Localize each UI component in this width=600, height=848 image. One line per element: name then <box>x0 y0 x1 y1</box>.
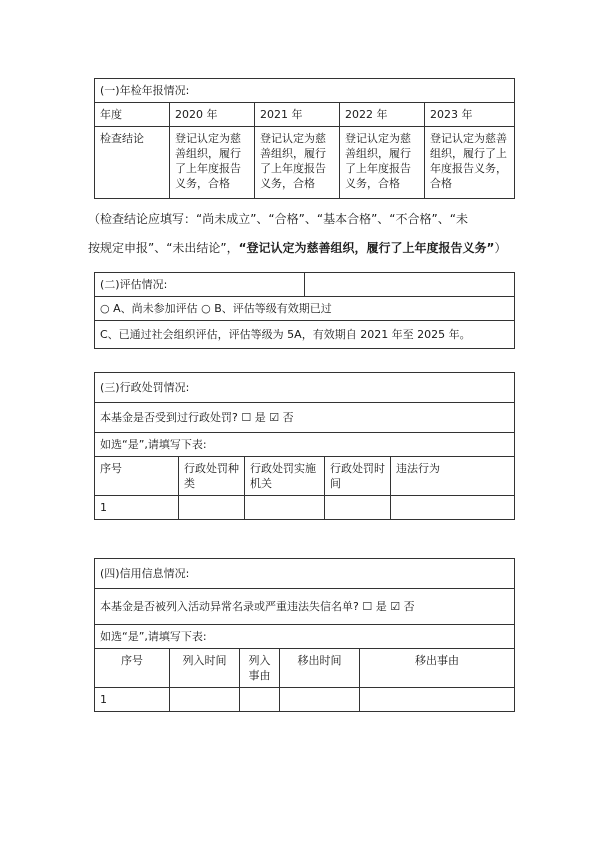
credit-no-checkbox-icon[interactable]: ☑ <box>390 600 401 613</box>
note-line-2 <box>88 240 518 256</box>
result-2021: 登记认定为慈善组织，履行了上年度报告义务，合格 <box>255 127 340 199</box>
penalty-col-time: 行政处罚时间 <box>325 457 391 496</box>
credit-title: (四)信用信息情况: <box>95 559 515 589</box>
option-b-label: B、评估等级有效期已过 <box>214 302 332 315</box>
penalty-no-checkbox-icon[interactable]: ☑ <box>269 411 280 424</box>
note-line-2-bold: “登记认定为慈善组织，履行了上年度报告义务” <box>238 241 495 255</box>
result-2022: 登记认定为慈善组织，履行了上年度报告义务，合格 <box>340 127 425 199</box>
result-2023: 登记认定为慈善组织，履行了上年度报告义务，合格 <box>425 127 515 199</box>
penalty-col-authority: 行政处罚实施机关 <box>245 457 325 496</box>
credit-row-no: 1 <box>95 688 170 712</box>
header-year: 年度 <box>95 103 170 127</box>
evaluation-option-c: C、已通过社会组织评估，评估等级为 5A，有效期自 2021 年至 2025 年。 <box>95 321 515 349</box>
credit-cell-removed-time <box>280 688 360 712</box>
header-2022: 2022 年 <box>340 103 425 127</box>
credit-yes-label: 是 <box>375 600 387 613</box>
penalty-row-no: 1 <box>95 496 179 520</box>
penalty-col-type: 行政处罚种类 <box>179 457 245 496</box>
credit-col-no: 序号 <box>95 649 170 688</box>
note-line-1: （检查结论应填写：“尚未成立”、“合格”、“基本合格”、“不合格”、“未 <box>88 212 468 226</box>
evaluation-title-blank <box>305 273 515 297</box>
credit-yes-checkbox-icon[interactable]: ☐ <box>362 600 373 613</box>
penalty-yes-label: 是 <box>254 411 266 424</box>
option-a-label: A、尚未参加评估 <box>113 302 198 315</box>
penalty-cell-authority <box>245 496 325 520</box>
credit-col-removed-time: 移出时间 <box>280 649 360 688</box>
penalty-question: 本基金是否受到过行政处罚? <box>100 411 238 424</box>
result-2020: 登记认定为慈善组织，履行了上年度报告义务，合格 <box>170 127 255 199</box>
radio-b-icon[interactable]: ○ <box>201 302 211 315</box>
penalty-table <box>94 372 515 520</box>
penalty-col-no: 序号 <box>95 457 179 496</box>
penalty-cell-type <box>179 496 245 520</box>
annual-check-title: (一)年检年报情况: <box>95 79 515 103</box>
note-line-2-suffix: ） <box>494 241 507 255</box>
evaluation-table <box>94 272 515 349</box>
penalty-col-violation: 违法行为 <box>391 457 515 496</box>
credit-col-listed-reason: 列入事由 <box>240 649 280 688</box>
penalty-title: (三)行政处罚情况: <box>95 373 515 403</box>
credit-question-row <box>95 589 515 625</box>
row-label-conclusion: 检查结论 <box>95 127 170 199</box>
evaluation-title: (二)评估情况: <box>95 273 305 297</box>
note-line-2-prefix: 按规定申报”、“未出结论”， <box>88 241 239 255</box>
penalty-yes-checkbox-icon[interactable]: ☐ <box>241 411 252 424</box>
credit-table <box>94 558 515 712</box>
credit-col-removed-reason: 移出事由 <box>360 649 515 688</box>
credit-instruction: 如选“是”,请填写下表: <box>95 625 515 649</box>
evaluation-options-ab <box>95 297 515 321</box>
credit-question: 本基金是否被列入活动异常名录或严重违法失信名单? <box>100 600 359 613</box>
annual-check-table <box>94 78 515 199</box>
header-2020: 2020 年 <box>170 103 255 127</box>
credit-cell-listed-time <box>170 688 240 712</box>
fill-instruction-note <box>88 211 518 256</box>
header-2021: 2021 年 <box>255 103 340 127</box>
header-2023: 2023 年 <box>425 103 515 127</box>
penalty-question-row <box>95 403 515 433</box>
penalty-cell-time <box>325 496 391 520</box>
credit-no-label: 否 <box>403 600 415 613</box>
penalty-instruction: 如选“是”,请填写下表: <box>95 433 515 457</box>
credit-cell-listed-reason <box>240 688 280 712</box>
credit-col-listed-time: 列入时间 <box>170 649 240 688</box>
penalty-no-label: 否 <box>282 411 294 424</box>
penalty-cell-violation <box>391 496 515 520</box>
credit-cell-removed-reason <box>360 688 515 712</box>
radio-a-icon[interactable]: ○ <box>100 302 110 315</box>
